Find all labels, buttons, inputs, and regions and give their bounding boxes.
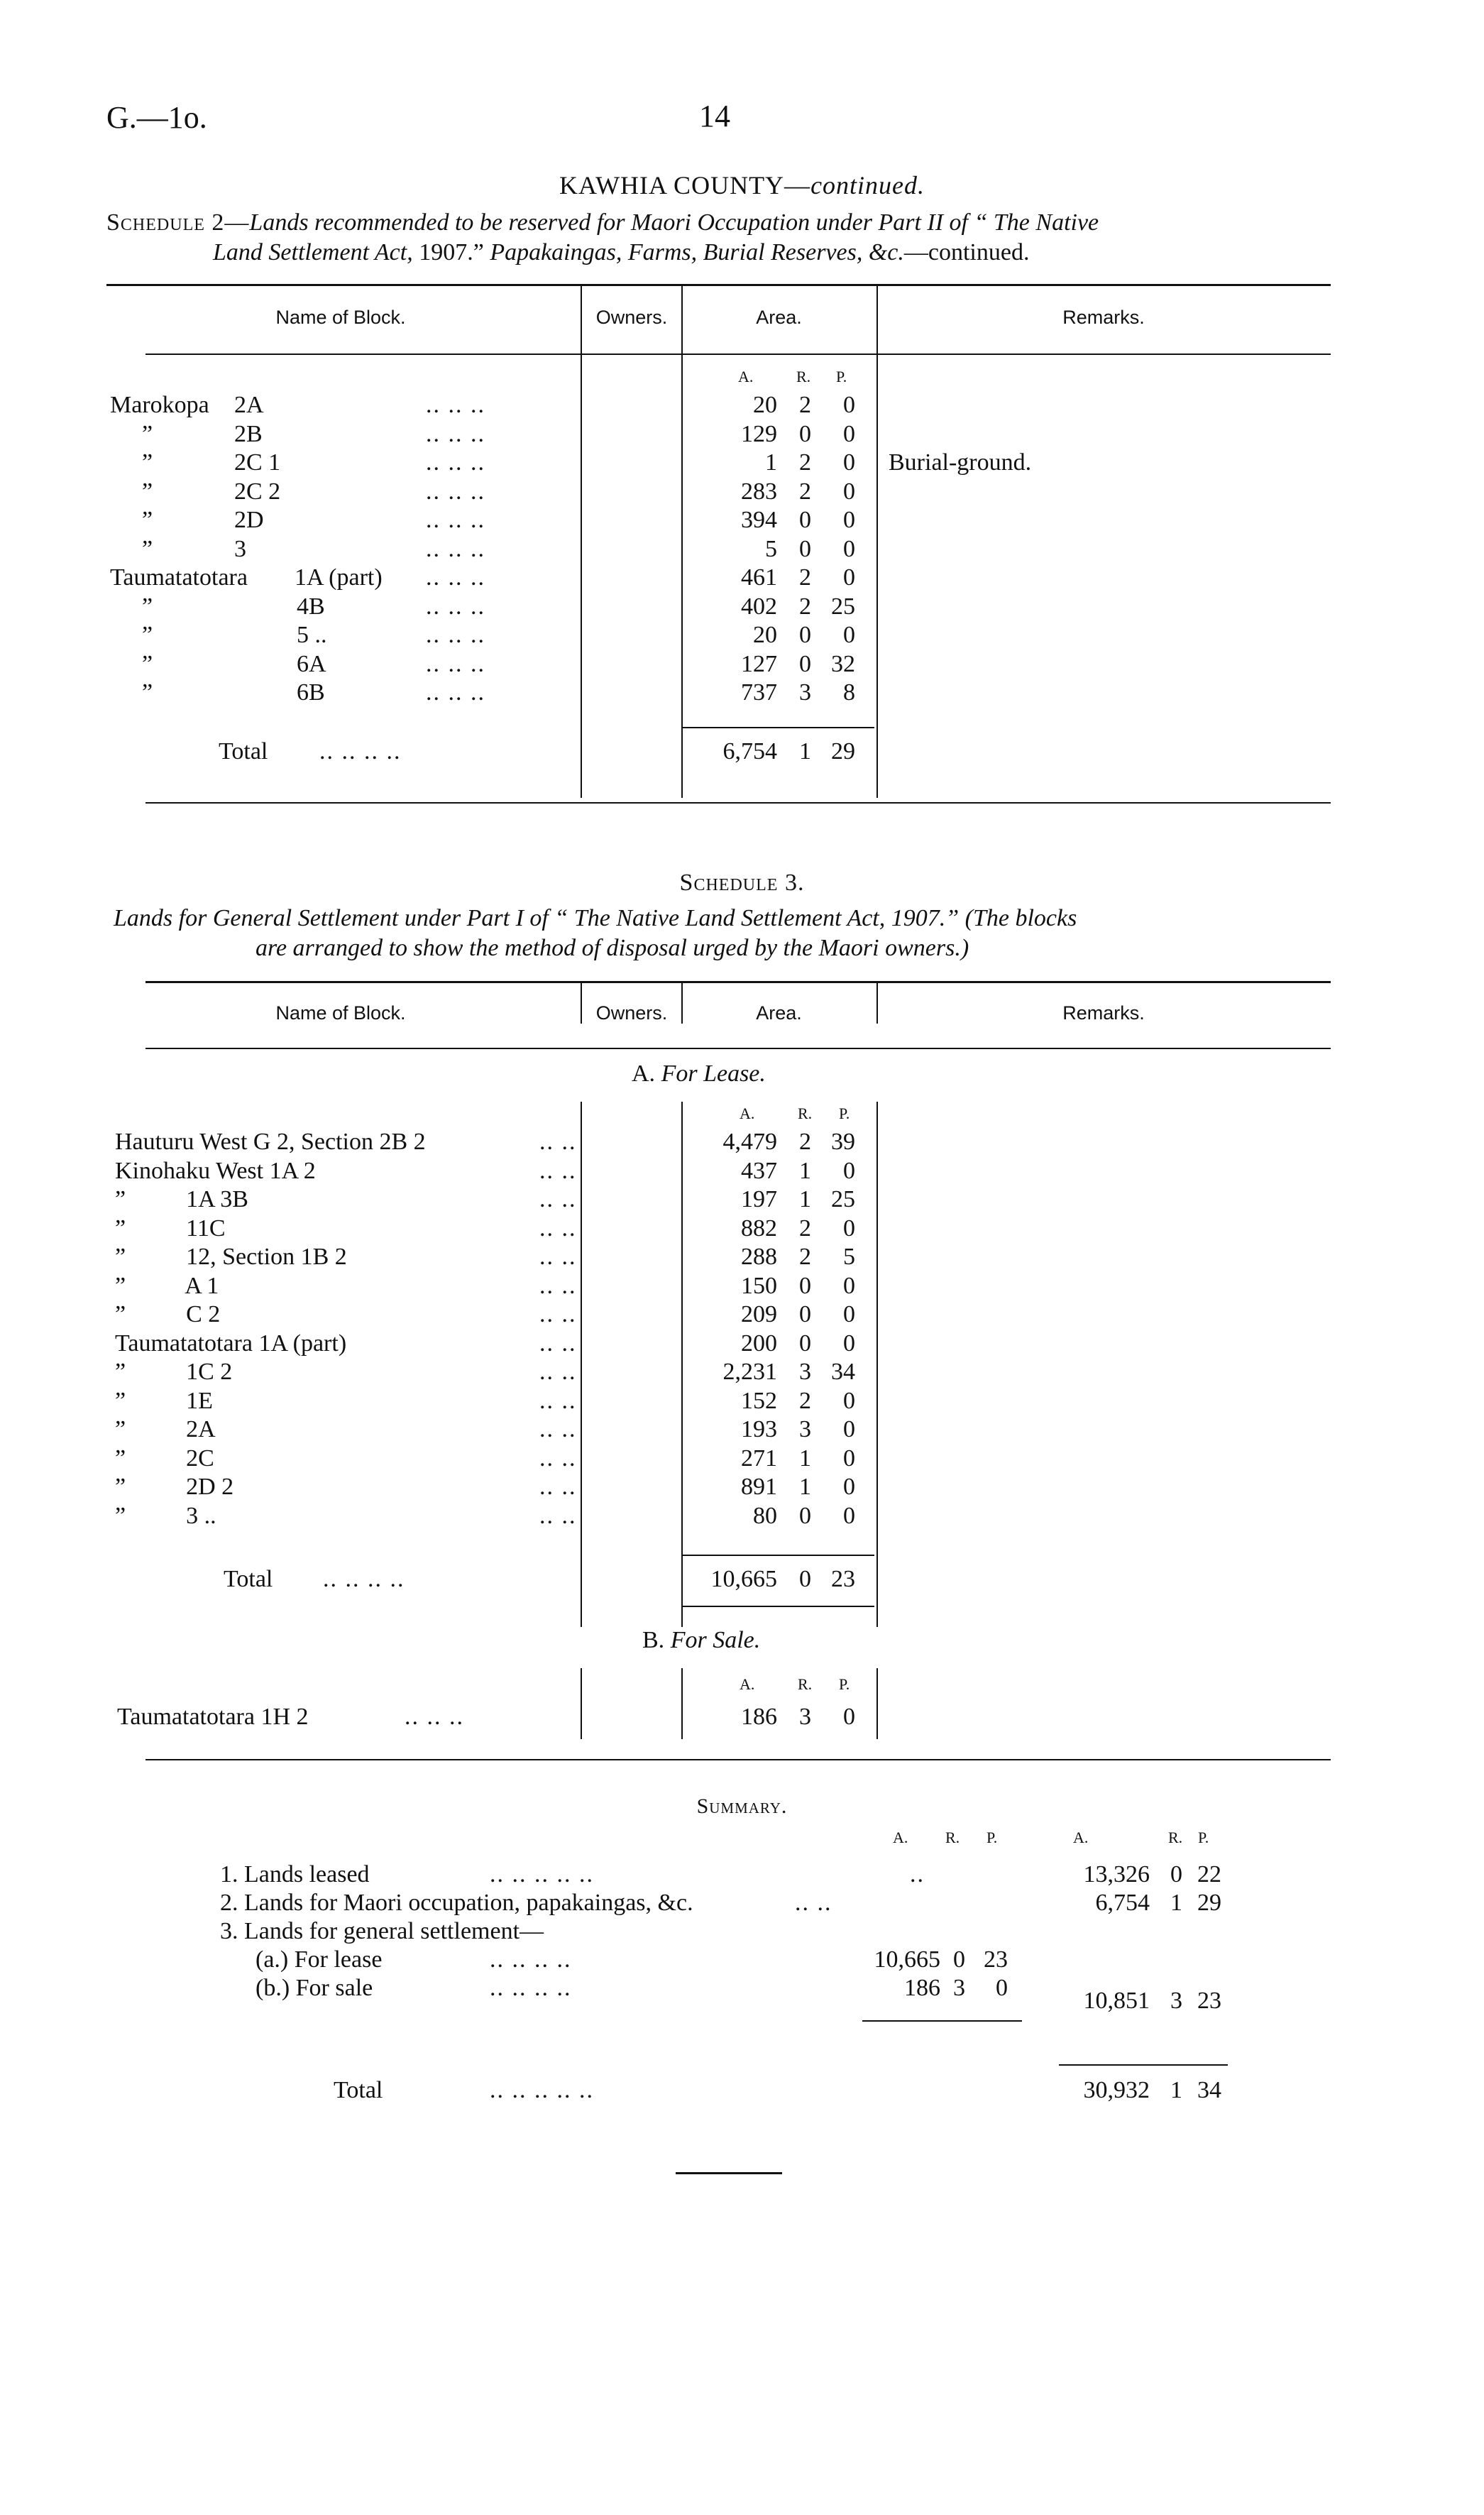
county-title-suffix: continued. (810, 171, 925, 199)
area-acres: 461 (741, 564, 777, 591)
area-perches: 0 (843, 1158, 855, 1184)
summary-acres: 13,326 (1083, 1861, 1150, 1887)
area-acres: 394 (741, 507, 777, 533)
table-row: Marokopa 2A .. .. .. 20 2 0 (110, 392, 855, 418)
table-row: ” 3 .. .. .. 5 0 0 (142, 536, 855, 562)
schedule2-title-line2: Land Settlement Act, 1907.” Papakaingas, Farms, Burial Reserves, &c.—continued. (213, 239, 1030, 265)
area-perches: 0 (843, 1445, 855, 1472)
area-acres: 127 (741, 651, 777, 677)
area-perches: 25 (831, 593, 855, 620)
block-name: 6B (297, 679, 325, 706)
area-roods: 0 (799, 1301, 811, 1327)
table-row: Kinohaku West 1A 2 .. .. 437 1 0 (115, 1158, 855, 1184)
area-acres: 193 (741, 1416, 777, 1442)
area-acres: 150 (741, 1273, 777, 1299)
area-roods: 3 (799, 1416, 811, 1442)
area-perches: 0 (843, 1330, 855, 1357)
block-prefix: ” (142, 507, 153, 533)
summary-sub-acres: 10,665 (874, 1946, 940, 1973)
area-roods: 2 (799, 392, 811, 418)
area-perches: 0 (843, 449, 855, 476)
page-number: 14 (699, 99, 730, 133)
block-name: Hauturu West G 2, Section 2B 2 (115, 1129, 426, 1155)
summary-acres: 6,754 (1095, 1890, 1150, 1916)
area-roods: 3 (799, 1704, 811, 1730)
table-row: ” 2D 2 .. .. 891 1 0 (115, 1474, 855, 1500)
area-acres: 437 (741, 1158, 777, 1184)
schedule2-title-line1: Lands recommended to be reserved for Maori Occupation under Part II of “ The Native (249, 209, 1099, 236)
area-perches: 39 (831, 1129, 855, 1155)
summary-label: (a.) For lease (255, 1946, 383, 1973)
area-acres: 197 (741, 1186, 777, 1212)
area-roods: 1 (799, 1186, 811, 1212)
table-row: Hauturu West G 2, Section 2B 2 .. .. 4,479 2 39 (115, 1129, 855, 1155)
area-perches: 0 (843, 1704, 855, 1730)
schedule3-title-line2: are arranged to show the method of disposal urged by the Maori owners.) (255, 935, 969, 961)
area-acres: 5 (765, 536, 777, 562)
area-perches: 0 (843, 1388, 855, 1414)
schedule2-total-acres: 6,754 (722, 738, 777, 765)
block-prefix: ” (142, 449, 153, 476)
table-row: ” 2D .. .. .. 394 0 0 (142, 507, 855, 533)
area-acres: 80 (753, 1503, 777, 1529)
block-name: ” 1C 2 (115, 1359, 233, 1385)
block-prefix: ” (142, 593, 153, 620)
section-b-heading: B. For Sale. (642, 1627, 761, 1653)
block-prefix: ” (142, 478, 153, 505)
schedule3-total-roods: 0 (799, 1566, 811, 1592)
schedule2-title (106, 207, 1377, 239)
block-prefix: ” (142, 679, 153, 706)
block-prefix: ” (142, 622, 153, 648)
block-name: 2C 1 (234, 449, 281, 476)
block-name: 2A (234, 392, 264, 418)
block-name: 2C 2 (234, 478, 281, 505)
block-name: ” 3 .. (115, 1503, 216, 1529)
s3-col-owners: Owners. (595, 1002, 668, 1024)
summary-label: 2. Lands for Maori occupation, papakaingas, &c. (220, 1890, 693, 1916)
area-roods: 2 (799, 1129, 811, 1155)
block-name: 3 (234, 536, 246, 562)
area-roods: 0 (799, 1503, 811, 1529)
summary-acres: 10,851 (1083, 1988, 1150, 2014)
area-perches: 0 (843, 1215, 855, 1242)
area-acres: 1 (765, 449, 777, 476)
area-acres: 20 (753, 622, 777, 648)
summary-label: (b.) For sale (255, 1975, 373, 2001)
area-roods: 2 (799, 593, 811, 620)
summary-sub-acres: 186 (904, 1975, 940, 2001)
area-roods: 2 (799, 449, 811, 476)
col-name: Name of Block. (275, 307, 406, 328)
area-roods: 1 (799, 1158, 811, 1184)
area-perches: 0 (843, 1503, 855, 1529)
schedule2-total-roods: 1 (799, 738, 811, 765)
unit-perches: P. (836, 368, 847, 385)
block-name: ” 2D 2 (115, 1474, 234, 1500)
summary-row: 1. Lands leased .. .. .. .. .. .. 13,326 0 22 (220, 1861, 1221, 1887)
area-acres: 737 (741, 679, 777, 706)
block-prefix: Marokopa (110, 392, 209, 418)
area-roods: 2 (799, 478, 811, 505)
block-name: ” 2C (115, 1445, 214, 1472)
table-row: ” 5 .. .. .. .. 20 0 0 (142, 622, 855, 648)
area-roods: 2 (799, 564, 811, 591)
area-perches: 0 (843, 564, 855, 591)
area-acres: 209 (741, 1301, 777, 1327)
block-prefix: ” (142, 421, 153, 447)
block-name: 2D (234, 507, 264, 533)
area-acres: 891 (741, 1474, 777, 1500)
summary-sub-roods: 0 (953, 1946, 965, 1973)
summary-label: 1. Lands leased (220, 1861, 370, 1887)
area-perches: 0 (843, 1474, 855, 1500)
area-perches: 8 (843, 679, 855, 706)
s3-col-area: Area. (756, 1002, 802, 1024)
block-name: ” A 1 (115, 1273, 219, 1299)
area-roods: 3 (799, 1359, 811, 1385)
unit-acres: A. (738, 368, 754, 385)
table-row: ” 2C 2 .. .. .. 283 2 0 (142, 478, 855, 505)
block-name: Kinohaku West 1A 2 (115, 1158, 316, 1184)
area-acres: 200 (741, 1330, 777, 1357)
table-row: ” 1C 2 .. .. 2,231 3 34 (115, 1359, 855, 1385)
table-row: ” C 2 .. .. 209 0 0 (115, 1301, 855, 1327)
area-perches: 0 (843, 392, 855, 418)
table-row: ” 6B .. .. .. 737 3 8 (142, 679, 855, 706)
schedule2-prefix: Schedule 2— (106, 209, 250, 236)
area-perches: 0 (843, 1416, 855, 1442)
table-row: ” 6A .. .. .. 127 0 32 (142, 651, 855, 677)
area-perches: 5 (843, 1244, 855, 1270)
col-remarks: Remarks. (1062, 307, 1145, 328)
area-roods: 2 (799, 1244, 811, 1270)
area-roods: 0 (799, 507, 811, 533)
schedule3-total-label: Total (224, 1566, 273, 1592)
summary-roods: 1 (1170, 1890, 1182, 1916)
area-acres: 283 (741, 478, 777, 505)
unit-roods: R. (796, 368, 811, 385)
schedule2-total-perches: 29 (831, 738, 855, 765)
area-acres: 288 (741, 1244, 777, 1270)
area-acres: 152 (741, 1388, 777, 1414)
county-title (0, 170, 1484, 200)
area-roods: 3 (799, 679, 811, 706)
document-code: G.—1o. (106, 100, 207, 135)
summary-sub-roods: 3 (953, 1975, 965, 2001)
block-name: ” 1E (115, 1388, 213, 1414)
area-perches: 32 (831, 651, 855, 677)
summary-perches: 23 (1197, 1988, 1221, 2014)
area-acres: 882 (741, 1215, 777, 1242)
summary-perches: 29 (1197, 1890, 1221, 1916)
schedule3-title-line1: Lands for General Settlement under Part I of “ The Native Land Settlement Act, 1907.” (The blocks (114, 905, 1077, 931)
summary-roods: 3 (1170, 1988, 1182, 2014)
remarks: Burial-ground. (889, 449, 1032, 476)
block-prefix: ” (142, 536, 153, 562)
area-acres: 186 (741, 1704, 777, 1730)
s3-col-name: Name of Block. (275, 1002, 406, 1024)
summary-sub-perches: 23 (984, 1946, 1008, 1973)
schedule3-heading: Schedule 3. (679, 870, 805, 896)
table-row: Taumatatotara 1A (part) .. .. .. 461 2 0 (110, 564, 855, 591)
block-name: 1A (part) (295, 564, 383, 591)
table-row: ” 2A .. .. 193 3 0 (115, 1416, 855, 1442)
block-name: ” C 2 (115, 1301, 221, 1327)
area-acres: 2,231 (722, 1359, 777, 1385)
area-roods: 1 (799, 1474, 811, 1500)
summary-row: (a.) For lease .. .. .. .. 10,665 0 23 (255, 1946, 1008, 1973)
area-roods: 0 (799, 536, 811, 562)
area-roods: 2 (799, 1388, 811, 1414)
col-area: Area. (756, 307, 802, 328)
block-name: ” 11C (115, 1215, 226, 1242)
area-acres: 20 (753, 392, 777, 418)
area-perches: 0 (843, 1301, 855, 1327)
area-perches: 34 (831, 1359, 855, 1385)
area-perches: 0 (843, 421, 855, 447)
col-owners: Owners. (595, 307, 668, 328)
block-name: 4B (297, 593, 325, 620)
area-acres: 129 (741, 421, 777, 447)
table-row: ” 1E .. .. 152 2 0 (115, 1388, 855, 1414)
table-row: ” 2C 1 .. .. .. 1 2 0 Burial-ground. (142, 449, 1032, 476)
block-name: 5 .. (297, 622, 327, 648)
section-a-heading: A. For Lease. (632, 1061, 766, 1087)
area-acres: 271 (741, 1445, 777, 1472)
summary-sub-perches: 0 (996, 1975, 1008, 2001)
block-name: Taumatatotara 1A (part) (115, 1330, 347, 1357)
block-name: 6A (297, 651, 326, 677)
block-prefix: Taumatatotara (110, 564, 248, 591)
table-row: ” A 1 .. .. 150 0 0 (115, 1273, 855, 1299)
area-perches: 0 (843, 536, 855, 562)
table-row: ” 1A 3B .. .. 197 1 25 (115, 1186, 855, 1212)
table-row: ” 3 .. .. .. 80 0 0 (115, 1503, 855, 1529)
block-name: ” 1A 3B (115, 1186, 248, 1212)
area-perches: 0 (843, 478, 855, 505)
block-name: Taumatatotara 1H 2 (117, 1704, 309, 1730)
table-row: ” 2C .. .. 271 1 0 (115, 1445, 855, 1472)
area-perches: 0 (843, 622, 855, 648)
summary-row: 2. Lands for Maori occupation, papakaingas, &c. .. .. 6,754 1 29 (220, 1890, 1221, 1916)
summary-row: (b.) For sale .. .. .. .. 186 3 0 10,851 3 23 (255, 1975, 1221, 2014)
block-prefix: ” (142, 651, 153, 677)
summary-heading: Summary. (696, 1795, 788, 1818)
area-roods: 0 (799, 622, 811, 648)
area-roods: 0 (799, 421, 811, 447)
area-perches: 0 (843, 507, 855, 533)
summary-row (0, 1918, 1484, 1948)
schedule3-total-perches: 23 (831, 1566, 855, 1592)
block-name: ” 2A (115, 1416, 216, 1442)
summary-total-roods: 1 (1170, 2077, 1182, 2103)
area-acres: 4,479 (722, 1129, 777, 1155)
summary-perches: 22 (1197, 1861, 1221, 1887)
area-perches: 25 (831, 1186, 855, 1212)
table-row: ” 11C .. .. 882 2 0 (115, 1215, 855, 1242)
summary-total-acres: 30,932 (1083, 2077, 1150, 2103)
table-row: ” 4B .. .. .. 402 2 25 (142, 593, 855, 620)
area-roods: 0 (799, 651, 811, 677)
summary-total-label: Total (334, 2077, 383, 2103)
area-roods: 0 (799, 1273, 811, 1299)
table-row: Taumatatotara 1H 2 .. .. .. 186 3 0 (117, 1704, 855, 1730)
schedule2-total-label: Total (219, 738, 268, 765)
area-acres: 402 (741, 593, 777, 620)
block-name: 2B (234, 421, 263, 447)
schedule3-total-acres: 10,665 (710, 1566, 777, 1592)
area-roods: 0 (799, 1330, 811, 1357)
table-row: ” 12, Section 1B 2 .. .. 288 2 5 (115, 1244, 855, 1270)
summary-label: 3. Lands for general settlement— (220, 1918, 544, 1944)
end-rule (676, 2172, 782, 2174)
block-name: ” 12, Section 1B 2 (115, 1244, 347, 1270)
county-title-main: KAWHIA COUNTY— (559, 171, 811, 199)
summary-roods: 0 (1170, 1861, 1182, 1887)
area-roods: 1 (799, 1445, 811, 1472)
summary-total-perches: 34 (1197, 2077, 1221, 2103)
table-row: ” 2B .. .. .. 129 0 0 (142, 421, 855, 447)
area-perches: 0 (843, 1273, 855, 1299)
area-roods: 2 (799, 1215, 811, 1242)
table-row: Taumatatotara 1A (part) .. .. 200 0 0 (115, 1330, 855, 1357)
s3-col-remarks: Remarks. (1062, 1002, 1145, 1024)
